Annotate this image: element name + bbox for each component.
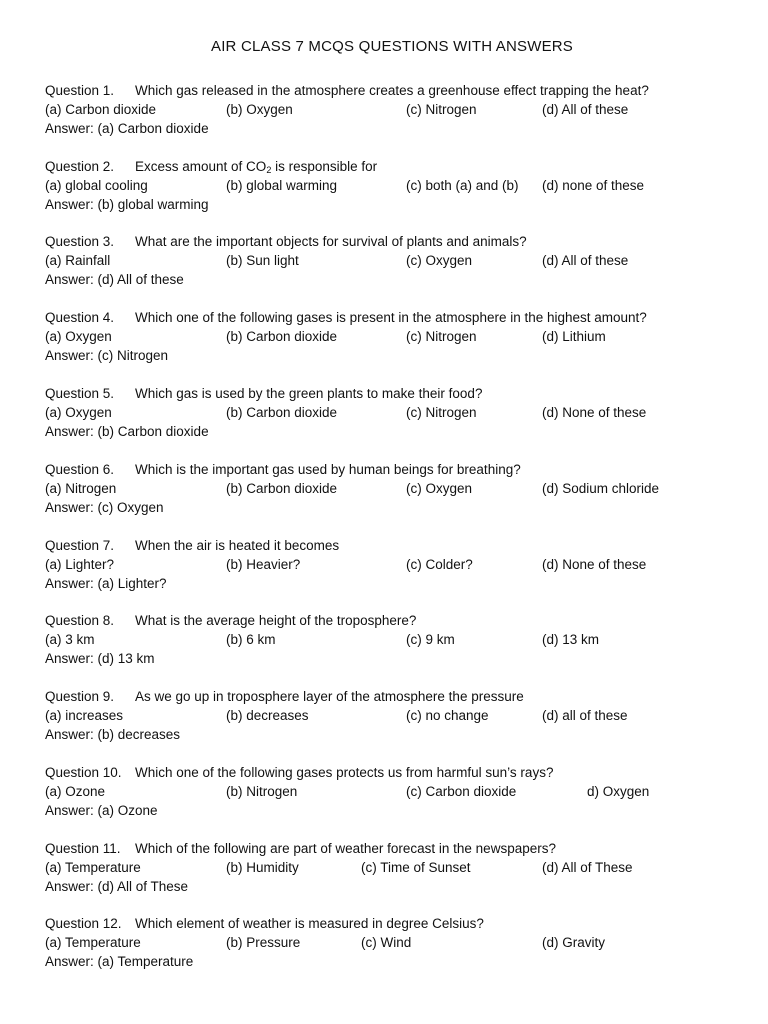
question-text: Which one of the following gases is present in the atmosphere in the highest amount? xyxy=(135,310,647,325)
answer-option: (c) Oxygen xyxy=(406,481,473,496)
answer-option: (a) Ozone xyxy=(45,784,106,799)
answer-option: (d) None of these xyxy=(542,405,647,420)
question-block xyxy=(45,536,745,593)
question-text: What is the average height of the troposphere? xyxy=(135,613,417,628)
answer-option: (c) 9 km xyxy=(406,632,455,647)
answer-text: Answer: (b) global warming xyxy=(45,197,209,212)
question-text: Which gas is used by the green plants to make their food? xyxy=(135,386,483,401)
answer-option: (c) Time of Sunset xyxy=(361,860,471,875)
answer-option: (d) Sodium chloride xyxy=(542,481,660,496)
question-number: Question 11. xyxy=(45,841,121,856)
question-block xyxy=(45,460,745,517)
answer-option: (b) Pressure xyxy=(226,935,301,950)
question-number: Question 9. xyxy=(45,689,115,704)
question-number: Question 10. xyxy=(45,765,122,780)
answer-option: (a) Carbon dioxide xyxy=(45,102,157,117)
answer-option: (a) Temperature xyxy=(45,860,141,875)
question-number: Question 6. xyxy=(45,462,115,477)
answer-option: (b) 6 km xyxy=(226,632,276,647)
answer-option: (c) Oxygen xyxy=(406,253,473,268)
answer-option: (d) none of these xyxy=(542,178,645,193)
answer-option: (a) Temperature xyxy=(45,935,141,950)
answer-option: (b) Heavier? xyxy=(226,557,301,572)
answer-text: Answer: (b) decreases xyxy=(45,727,181,742)
answer-option: (c) no change xyxy=(406,708,489,723)
answer-option: (d) All of These xyxy=(542,860,633,875)
answer-option: (d) All of these xyxy=(542,253,629,268)
answer-text: Answer: (a) Temperature xyxy=(45,954,194,969)
answer-option: (c) Wind xyxy=(361,935,412,950)
answer-option: (a) Lighter? xyxy=(45,557,115,572)
answer-text: Answer: (c) Oxygen xyxy=(45,500,164,515)
answer-option: (d) Lithium xyxy=(542,329,606,344)
question-text: Which one of the following gases protects us from harmful sun’s rays? xyxy=(135,765,554,780)
answer-option: (b) Carbon dioxide xyxy=(226,481,338,496)
answer-option: (a) 3 km xyxy=(45,632,95,647)
answer-option: (b) Carbon dioxide xyxy=(226,405,338,420)
answer-text: Answer: (b) Carbon dioxide xyxy=(45,424,209,439)
question-number: Question 12. xyxy=(45,916,122,931)
answer-option: (b) Humidity xyxy=(226,860,299,875)
answer-option: (a) Rainfall xyxy=(45,253,111,268)
answer-option: (c) Nitrogen xyxy=(406,102,477,117)
question-text: Which of the following are part of weather forecast in the newspapers? xyxy=(135,841,556,856)
answer-option: (b) decreases xyxy=(226,708,309,723)
question-block xyxy=(45,232,745,289)
answer-option: (d) 13 km xyxy=(542,632,600,647)
answer-option: (b) Carbon dioxide xyxy=(226,329,338,344)
question-text: Which element of weather is measured in degree Celsius? xyxy=(135,916,484,931)
answer-option: d) Oxygen xyxy=(587,784,650,799)
answer-option: (d) all of these xyxy=(542,708,628,723)
question-number: Question 2. xyxy=(45,159,115,174)
answer-option: (d) Gravity xyxy=(542,935,606,950)
answer-option: (b) Nitrogen xyxy=(226,784,298,799)
answer-option: (c) Colder? xyxy=(406,557,473,572)
answer-text: Answer: (a) Ozone xyxy=(45,803,158,818)
answer-option: (a) Nitrogen xyxy=(45,481,117,496)
answer-text: Answer: (c) Nitrogen xyxy=(45,348,169,363)
question-number: Question 4. xyxy=(45,310,115,325)
question-block xyxy=(45,384,745,441)
question-text: Which is the important gas used by human beings for breathing? xyxy=(135,462,521,477)
question-block xyxy=(45,81,745,138)
answer-option: (b) Oxygen xyxy=(226,102,293,117)
answer-text: Answer: (d) 13 km xyxy=(45,651,155,666)
answer-text: Answer: (d) All of these xyxy=(45,272,184,287)
answer-option: (d) None of these xyxy=(542,557,647,572)
answer-option: (a) Oxygen xyxy=(45,329,112,344)
question-number: Question 5. xyxy=(45,386,115,401)
question-block xyxy=(45,308,745,365)
page-title: AIR CLASS 7 MCQS QUESTIONS WITH ANSWERS xyxy=(210,38,574,55)
answer-option: (d) All of these xyxy=(542,102,629,117)
subscript: 2 xyxy=(266,165,272,175)
question-block xyxy=(45,839,745,896)
question-number: Question 1. xyxy=(45,83,115,98)
answer-option: (a) global cooling xyxy=(45,178,148,193)
question-block xyxy=(45,914,745,971)
answer-text: Answer: (a) Carbon dioxide xyxy=(45,121,209,136)
question-number: Question 3. xyxy=(45,234,115,249)
answer-text: Answer: (d) All of These xyxy=(45,879,189,894)
answer-text: Answer: (a) Lighter? xyxy=(45,576,167,591)
question-text: Which gas released in the atmosphere creates a greenhouse effect trapping the heat? xyxy=(135,83,649,98)
answer-option: (a) Oxygen xyxy=(45,405,112,420)
question-block xyxy=(45,763,745,820)
answer-option: (b) Sun light xyxy=(226,253,299,268)
question-number: Question 7. xyxy=(45,538,115,553)
answer-option: (b) global warming xyxy=(226,178,338,193)
question-block xyxy=(45,687,745,744)
question-text: When the air is heated it becomes xyxy=(135,538,340,553)
question-text: What are the important objects for survival of plants and animals? xyxy=(135,234,527,249)
answer-option: (c) Carbon dioxide xyxy=(406,784,517,799)
question-block xyxy=(45,611,745,668)
answer-option: (c) both (a) and (b) xyxy=(406,178,519,193)
answer-option: (c) Nitrogen xyxy=(406,405,477,420)
question-text: As we go up in troposphere layer of the atmosphere the pressure xyxy=(135,689,524,704)
answer-option: (a) increases xyxy=(45,708,124,723)
question-text: Excess amount of $CO_2$ is responsible for xyxy=(135,159,378,175)
question-number: Question 8. xyxy=(45,613,115,628)
answer-option: (c) Nitrogen xyxy=(406,329,477,344)
question-block xyxy=(45,157,745,214)
